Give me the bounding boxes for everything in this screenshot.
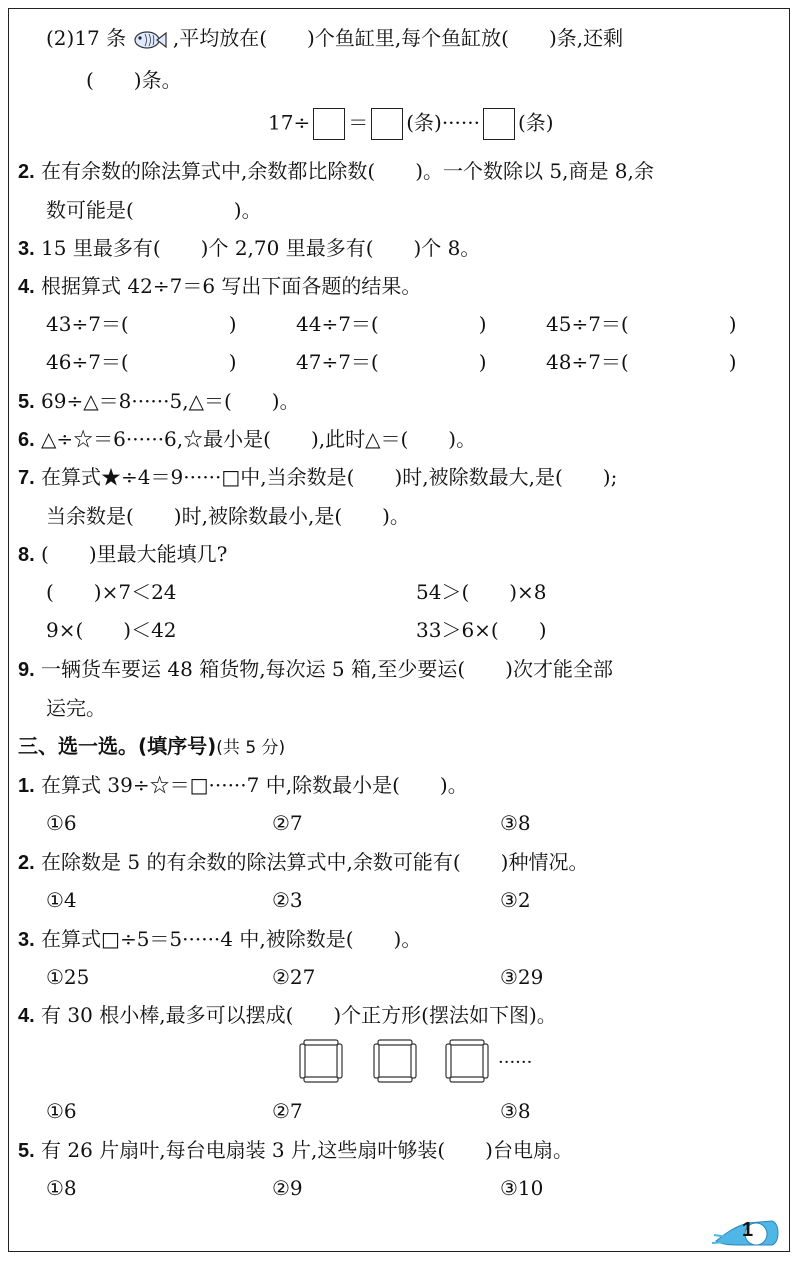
stick-square-icon [298,1038,344,1084]
q8-line [18,540,227,569]
q8-item: 33＞6×( ) [416,618,547,642]
q9-text: 一辆货车要运 48 箱货物,每次运 5 箱,至少要运( )次才能全部 [41,657,613,681]
c2-number: 2. [18,852,35,874]
q3-number: 3. [18,238,35,260]
c2-option: ①4 [46,888,77,912]
eq-text-c: (条)······ [406,110,480,135]
eq-text-b: ＝ [348,110,369,135]
page-number: 1 [742,1219,754,1241]
q1-2-text-a: (2)17 条 [46,26,127,50]
c1-line [18,771,468,800]
c3-line [18,925,421,954]
q2-line1 [18,157,654,186]
q9-number: 9. [18,659,35,681]
c4-line [18,1001,557,1030]
q7-line2: 当余数是( )时,被除数最小,是( )。 [46,504,410,528]
section-3-score: (共 5 分) [216,738,286,758]
q7-line1 [18,463,617,492]
q5-line [18,387,300,416]
q1-2-line2: ( )条。 [86,68,182,92]
c4-number: 4. [18,1005,35,1027]
q7-text: 在算式★÷4＝9······□中,当余数是( )时,被除数最大,是( ); [41,465,618,489]
q2-text: 在有余数的除法算式中,余数都比除数( )。一个数除以 5,商是 8,余 [41,159,654,183]
c5-option: ①8 [46,1176,77,1200]
c5-option: ②9 [272,1176,303,1200]
c4-option: ①6 [46,1099,77,1123]
q4-item: 45÷7＝( ) [546,312,737,336]
q1-2-text-b: ,平均放在( )个鱼缸里,每个鱼缸放( )条,还剩 [172,26,624,50]
c4-text: 有 30 根小棒,最多可以摆成( )个正方形(摆法如下图)。 [41,1003,557,1027]
c1-text: 在算式 39÷☆＝□······7 中,除数最小是( )。 [41,773,468,797]
answer-box-3[interactable] [483,108,515,140]
eq-text-d: (条) [517,110,554,135]
q6-number: 6. [18,429,35,451]
q8-item: ( )×7＜24 [46,580,177,604]
q9-line1 [18,655,613,684]
q4-item: 43÷7＝( ) [46,312,237,336]
c2-option: ②3 [272,888,303,912]
q5-number: 5. [18,391,35,413]
q8-item: 9×( )＜42 [46,618,177,642]
continuation-dots: ······ [498,1052,533,1073]
q7-number: 7. [18,467,35,489]
c5-line [18,1136,573,1165]
q8-number: 8. [18,544,35,566]
q6-line [18,425,476,454]
section-3-heading [18,732,285,762]
q1-2-line1 [46,24,623,52]
q8-text: ( )里最大能填几? [41,542,228,566]
q4-item: 44÷7＝( ) [296,312,487,336]
c1-option: ③8 [500,811,531,835]
c2-text: 在除数是 5 的有余数的除法算式中,余数可能有( )种情况。 [41,850,589,874]
section-3-title: 三、选一选。(填序号) [18,734,217,758]
q6-text: △÷☆＝6······6,☆最小是( ),此时△＝( )。 [41,427,477,451]
q4-text: 根据算式 42÷7＝6 写出下面各题的结果。 [41,274,422,298]
c4-option: ③8 [500,1099,531,1123]
answer-box-1[interactable] [313,108,345,140]
c3-option: ①25 [46,965,90,989]
c5-number: 5. [18,1140,35,1162]
c3-text: 在算式□÷5＝5······4 中,被除数是( )。 [41,927,422,951]
c1-option: ①6 [46,811,77,835]
stick-square-icon [372,1038,418,1084]
q5-text: 69÷△＝8······5,△＝( )。 [41,389,300,413]
c3-option: ③29 [500,965,544,989]
q1-2-equation [268,108,554,140]
q2-number: 2. [18,161,35,183]
q4-item: 46÷7＝( ) [46,350,237,374]
c2-line [18,848,588,877]
c1-number: 1. [18,775,35,797]
q4-number: 4. [18,276,35,298]
q4-item: 47÷7＝( ) [296,350,487,374]
q3-text: 15 里最多有( )个 2,70 里最多有( )个 8。 [41,236,481,260]
c4-option: ②7 [272,1099,303,1123]
q8-item: 54＞( )×8 [416,580,547,604]
q4-line [18,272,421,301]
stick-square-icon [444,1038,490,1084]
c3-number: 3. [18,929,35,951]
fish-icon [133,28,167,52]
q2-line2: 数可能是( )。 [46,198,262,222]
c1-option: ②7 [272,811,303,835]
q3-line [18,234,480,263]
q4-item: 48÷7＝( ) [546,350,737,374]
eq-text-a: 17÷ [268,110,311,135]
answer-box-2[interactable] [371,108,403,140]
c3-option: ②27 [272,965,316,989]
c2-option: ③2 [500,888,531,912]
c5-option: ③10 [500,1176,544,1200]
c5-text: 有 26 片扇叶,每台电扇装 3 片,这些扇叶够装( )台电扇。 [41,1138,573,1162]
q9-line2: 运完。 [46,696,106,720]
